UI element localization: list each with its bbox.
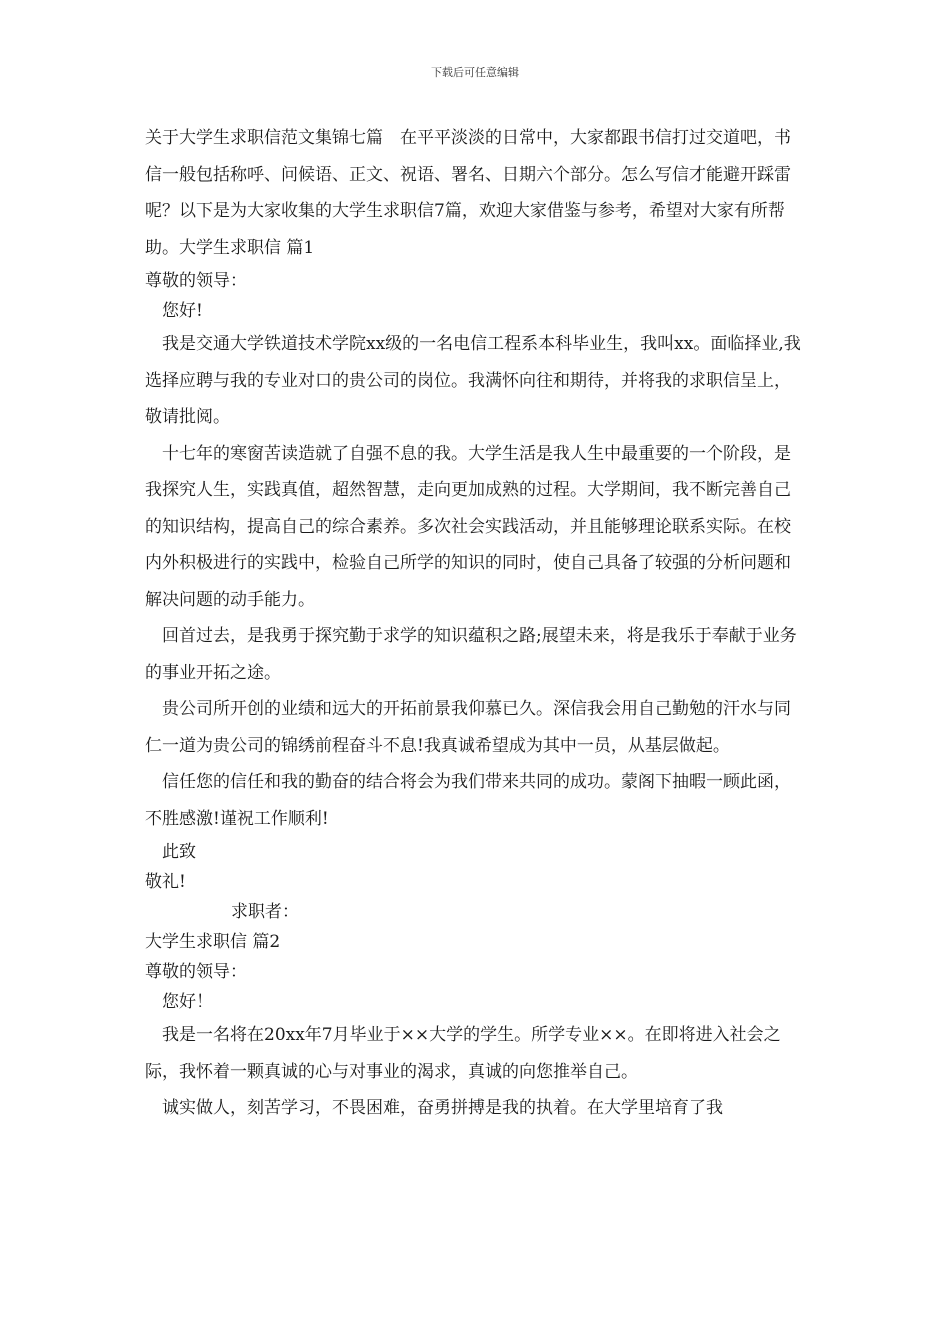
letter1-paragraph-4: 贵公司所开创的业绩和远大的开拓前景我仰慕已久。深信我会用自己勤勉的汗水与同仁一道为贵公司的锦绣前程奋斗不息!我真诚希望成为其中一员，从基层做起。 (145, 699, 791, 756)
letter1-paragraph-2: 十七年的寒窗苦读造就了自强不息的我。大学生活是我人生中最重要的一个阶段，是我探究人生，实践真值，超然智慧，走向更加成熟的过程。大学期间，我不断完善自己的知识结构，提高自己的综合素养。多次社会实践活动，并且能够理论联系实际。在校内外积极进行的实践中，检验自己所学的知识的同时，使自己具备了较强的分析问题和解决问题的动手能力。 (145, 443, 791, 610)
document-body (145, 120, 807, 1127)
letter1-greeting: 您好! (162, 301, 203, 321)
letter1-signature: 求职者： (231, 902, 299, 922)
letter1-paragraph-3: 回首过去，是我勇于探究勤于求学的知识蕴积之路;展望未来，将是我乐于奉献于业务的事业开拓之途。 (145, 626, 797, 683)
letter1-paragraph-1: 我是交通大学铁道技术学院xx级的一名电信工程系本科毕业生，我叫xx。面临择业,我选择应聘与我的专业对口的贵公司的岗位。我满怀向往和期待，并将我的求职信呈上，敬请批阅。 (145, 334, 801, 427)
letter1-closing-1: 此致 (162, 842, 196, 862)
page-header: 下载后可任意编辑 (431, 66, 519, 79)
letter1-salutation: 尊敬的领导： (145, 271, 247, 291)
letter2-paragraph-2: 诚实做人，刻苦学习，不畏困难，奋勇拼搏是我的执着。在大学里培育了我 (162, 1098, 723, 1118)
letter1-closing-2: 敬礼! (145, 872, 186, 892)
letter2-salutation: 尊敬的领导： (145, 962, 247, 982)
letter2-title: 大学生求职信 篇2 (145, 932, 281, 952)
intro-paragraph: 关于大学生求职信范文集锦七篇 在平平淡淡的日常中，大家都跟书信打过交道吧，书信一般包括称呼、问候语、正文、祝语、署名、日期六个部分。怎么写信才能避开踩雷呢？以下是为大家收集的大学生求职信7篇，欢迎大家借鉴与参考，希望对大家有所帮助。大学生求职信 篇1 (145, 128, 791, 258)
letter1-paragraph-5: 信任您的信任和我的勤奋的结合将会为我们带来共同的成功。蒙阁下抽暇一顾此函，不胜感激!谨祝工作顺利! (145, 772, 791, 829)
letter2-greeting: 您好！ (162, 992, 213, 1012)
letter2-paragraph-1: 我是一名将在20xx年7月毕业于××大学的学生。所学专业××。在即将进入社会之际，我怀着一颗真诚的心与对事业的渴求，真诚的向您推举自己。 (145, 1025, 781, 1082)
